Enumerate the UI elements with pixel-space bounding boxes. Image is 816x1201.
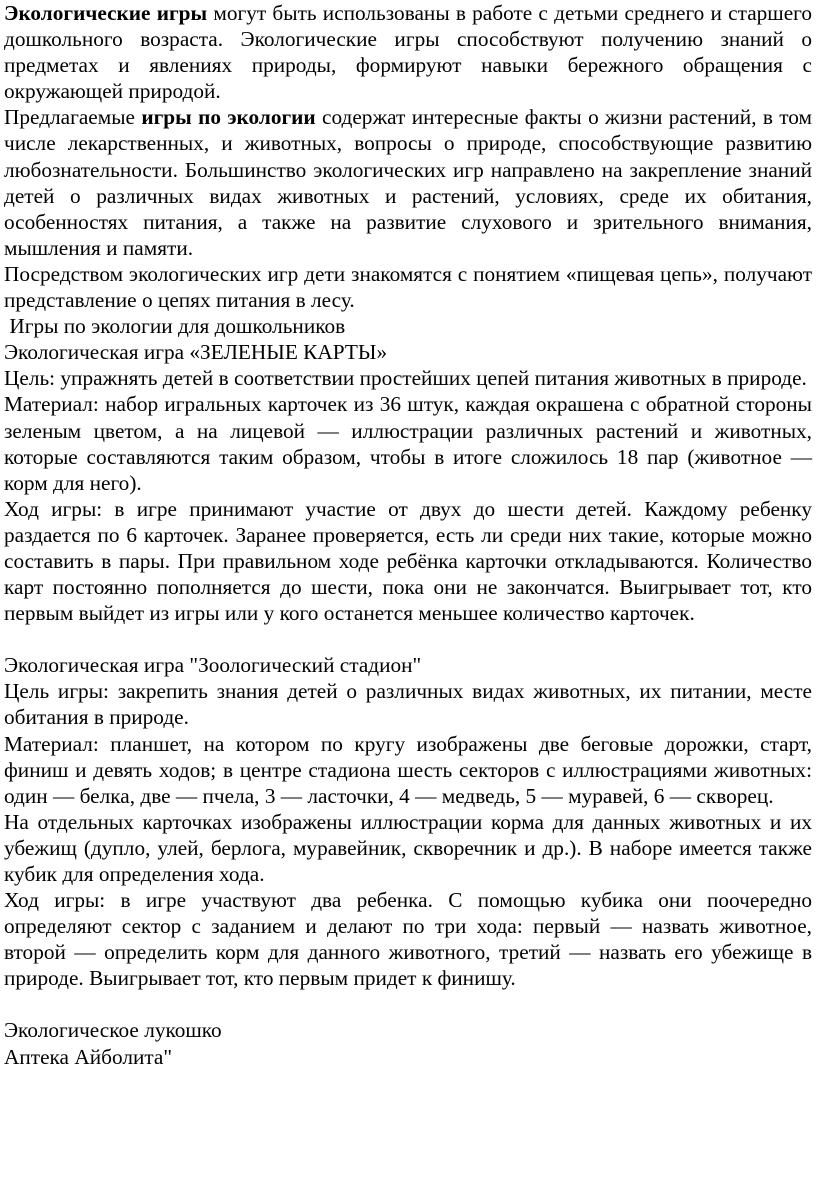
game1-title: Экологическая игра «ЗЕЛЕНЫЕ КАРТЫ»	[4, 340, 388, 365]
intro-paragraph-2	[4, 104, 812, 261]
game1-course: Ход игры: в игре принимают участие от двух до шести детей. Каждому ребенку раздается по 6 карточек. Заранее проверяется, есть ли среди них такие, которые можно составить в пары. При правильном ходе ребёнка карточки откладываются. Количество карт постоянно пополняется до шести, пока они не закончатся. Выигрывает тот, кто первым выйдет из игры или у кого останется меньшее количество карточек.	[4, 496, 812, 626]
intro-bold-term: Экологические игры	[4, 1, 208, 25]
blank-line	[4, 991, 812, 1017]
section-title: Игры по экологии для дошкольников	[4, 314, 346, 339]
intro-paragraph-1-text: могут быть использованы в работе с детьми среднего и старшего дошкольного возраста. Экологические игры способствуют получению знаний о предметах и явлениях природы, формируют навыки бережного обращения с окружающей природой.	[4, 1, 812, 104]
game2-title: Экологическая игра "Зоологический стадион"	[4, 653, 422, 678]
game1-goal: Цель: упражнять детей в соответствии простейших цепей питания животных в природе.	[4, 366, 807, 391]
intro-paragraph-1	[4, 0, 812, 104]
game2-material: Материал: планшет, на котором по кругу изображены две беговые дорожки, старт, финиш и девять ходов; в центре стадиона шесть секторов с иллюстрациями животных: один — белка, две — пчела, 3 — ласточки, 4 — медведь, 5 — муравей, 6 — скворец.	[4, 731, 812, 808]
game2-goal: Цель игры: закрепить знания детей о различных видах животных, их питании, месте обитания в природе.	[4, 679, 812, 730]
intro-paragraph-2-bold: игры по экологии	[141, 105, 316, 130]
intro-paragraph-3: Посредством экологических игр дети знакомятся с понятием «пищевая цепь», получают представление о цепях питания в лесу.	[4, 261, 812, 313]
intro-paragraph-2-start: Предлагаемые	[4, 105, 142, 130]
game3-title: Экологическое лукошко	[4, 1018, 222, 1043]
blank-line	[4, 626, 812, 652]
game1-material: Материал: набор игральных карточек из 36 штук, каждая окрашена с обратной стороны зеленым цветом, а на лицевой — иллюстрации различных растений и животных, которые составляются таким образом, чтобы в итоге сложилось 18 пар (животное — корм для него).	[4, 392, 812, 495]
intro-paragraph-2-text: содержат интересные факты о жизни растений, в том числе лекарственных, и животных, вопросы о природе, способствующие развитию любознательности. Большинство экологических игр направлено на закрепление знаний детей о различных видах животных и растений, условиях, среде их обитания, особенностях питания, а также на развитие слухового и зрительного внимания, мышления и памяти.	[4, 105, 812, 260]
game3-subtitle: Аптека Айболита"	[4, 1044, 173, 1069]
game2-material-cards: На отдельных карточках изображены иллюстрации корма для данных животных и их убежищ (дупло, улей, берлога, муравейник, скворечник и др.). В наборе имеется также кубик для определения хода.	[4, 809, 812, 886]
game2-course: Ход игры: в игре участвуют два ребенка. С помощью кубика они поочередно определяют сектор с заданием и делают по три хода: первый — назвать животное, второй — определить корм для данного животного, третий — назвать его убежище в природе. Выигрывает тот, кто первым придет к финишу.	[4, 888, 812, 991]
